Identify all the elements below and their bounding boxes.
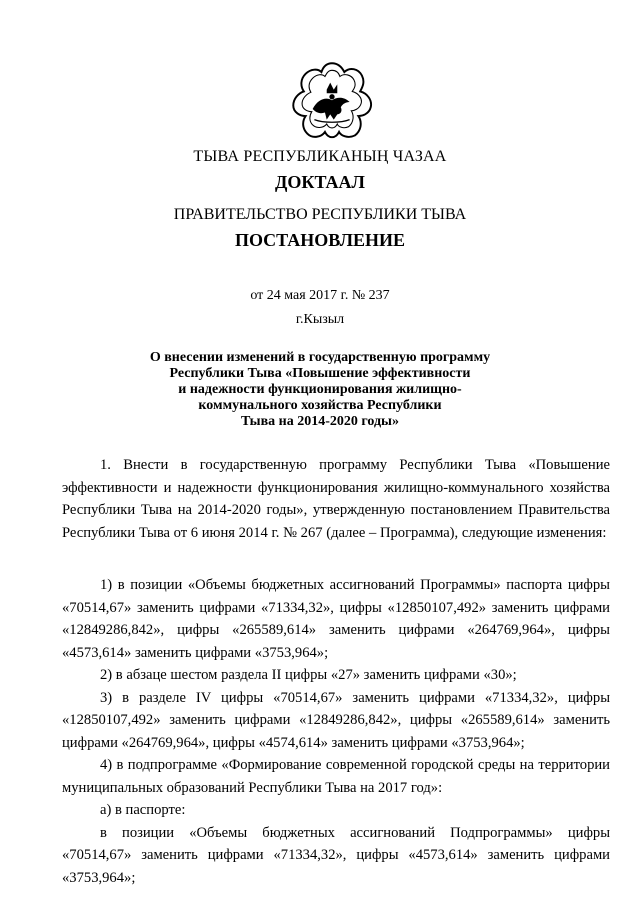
amendment-item: 3) в разделе IV цифры «70514,67» заменить цифрами «71334,32», цифры «12850107,492» заменить цифрами «12849286,842», цифры «265589,614» заменить цифрами «264769,964», цифры «4574,614» заменить цифрами «3753,964»; <box>62 689 610 751</box>
coat-of-arms-emblem <box>288 58 376 146</box>
decree-title <box>0 350 640 430</box>
title-line: и надежности функционирования жилищно- <box>178 382 462 397</box>
amendment-item: 2) в абзаце шестом раздела II цифры «27» заменить цифрами «30»; <box>100 667 517 683</box>
decree-date-number: от 24 мая 2017 г. № 237 <box>250 288 390 303</box>
decree-heading: ПОСТАНОВЛЕНИЕ <box>234 230 406 250</box>
title-line: Тыва на 2014-2020 годы» <box>241 414 399 429</box>
intro-paragraph-block <box>62 454 610 544</box>
amendment-item: а) в паспорте: <box>100 802 186 818</box>
tyva-government-heading: ТЫВА РЕСПУБЛИКАНЫҢ ЧАЗАА <box>193 148 447 165</box>
title-line: О внесении изменений в государственную программу <box>149 350 491 365</box>
amendment-list <box>62 574 610 889</box>
government-heading: ПРАВИТЕЛЬСТВО РЕСПУБЛИКИ ТЫВА <box>173 206 467 223</box>
intro-paragraph: 1. Внести в государственную программу Республики Тыва «Повышение эффективности и надежности функционирования жилищно-коммунального хозяйства Республики Тыва на 2014-2020 годы», утвержденную постановлением Правительства Республики Тыва от 6 июня 2014 г. № 267 (далее – Программа), следующие изменения: <box>62 457 610 541</box>
decree-city: г.Кызыл <box>295 312 345 327</box>
amendment-item: 1) в позиции «Объемы бюджетных ассигнований Программы» паспорта цифры «70514,67» заменить цифрами «71334,32», цифры «12850107,492» заменить цифрами «12849286,842», цифры «265589,614» заменить цифрами «264769,964», цифры «4573,614» заменить цифрами «3753,964»; <box>62 577 610 661</box>
title-line: Республики Тыва «Повышение эффективности <box>169 366 471 381</box>
amendment-item: 4) в подпрограмме «Формирование современной городской среды на территории муниципальных образований Республики Тыва на 2017 год»: <box>62 757 610 796</box>
amendment-item: в позиции «Объемы бюджетных ассигнований Подпрограммы» цифры «70514,67» заменить цифрами «71334,32», цифры «4573,614» заменить цифрами «3753,964»; <box>62 824 610 886</box>
tyva-decree-heading: ДОКТААЛ <box>275 172 365 192</box>
title-line: коммунального хозяйства Республики <box>198 398 442 413</box>
